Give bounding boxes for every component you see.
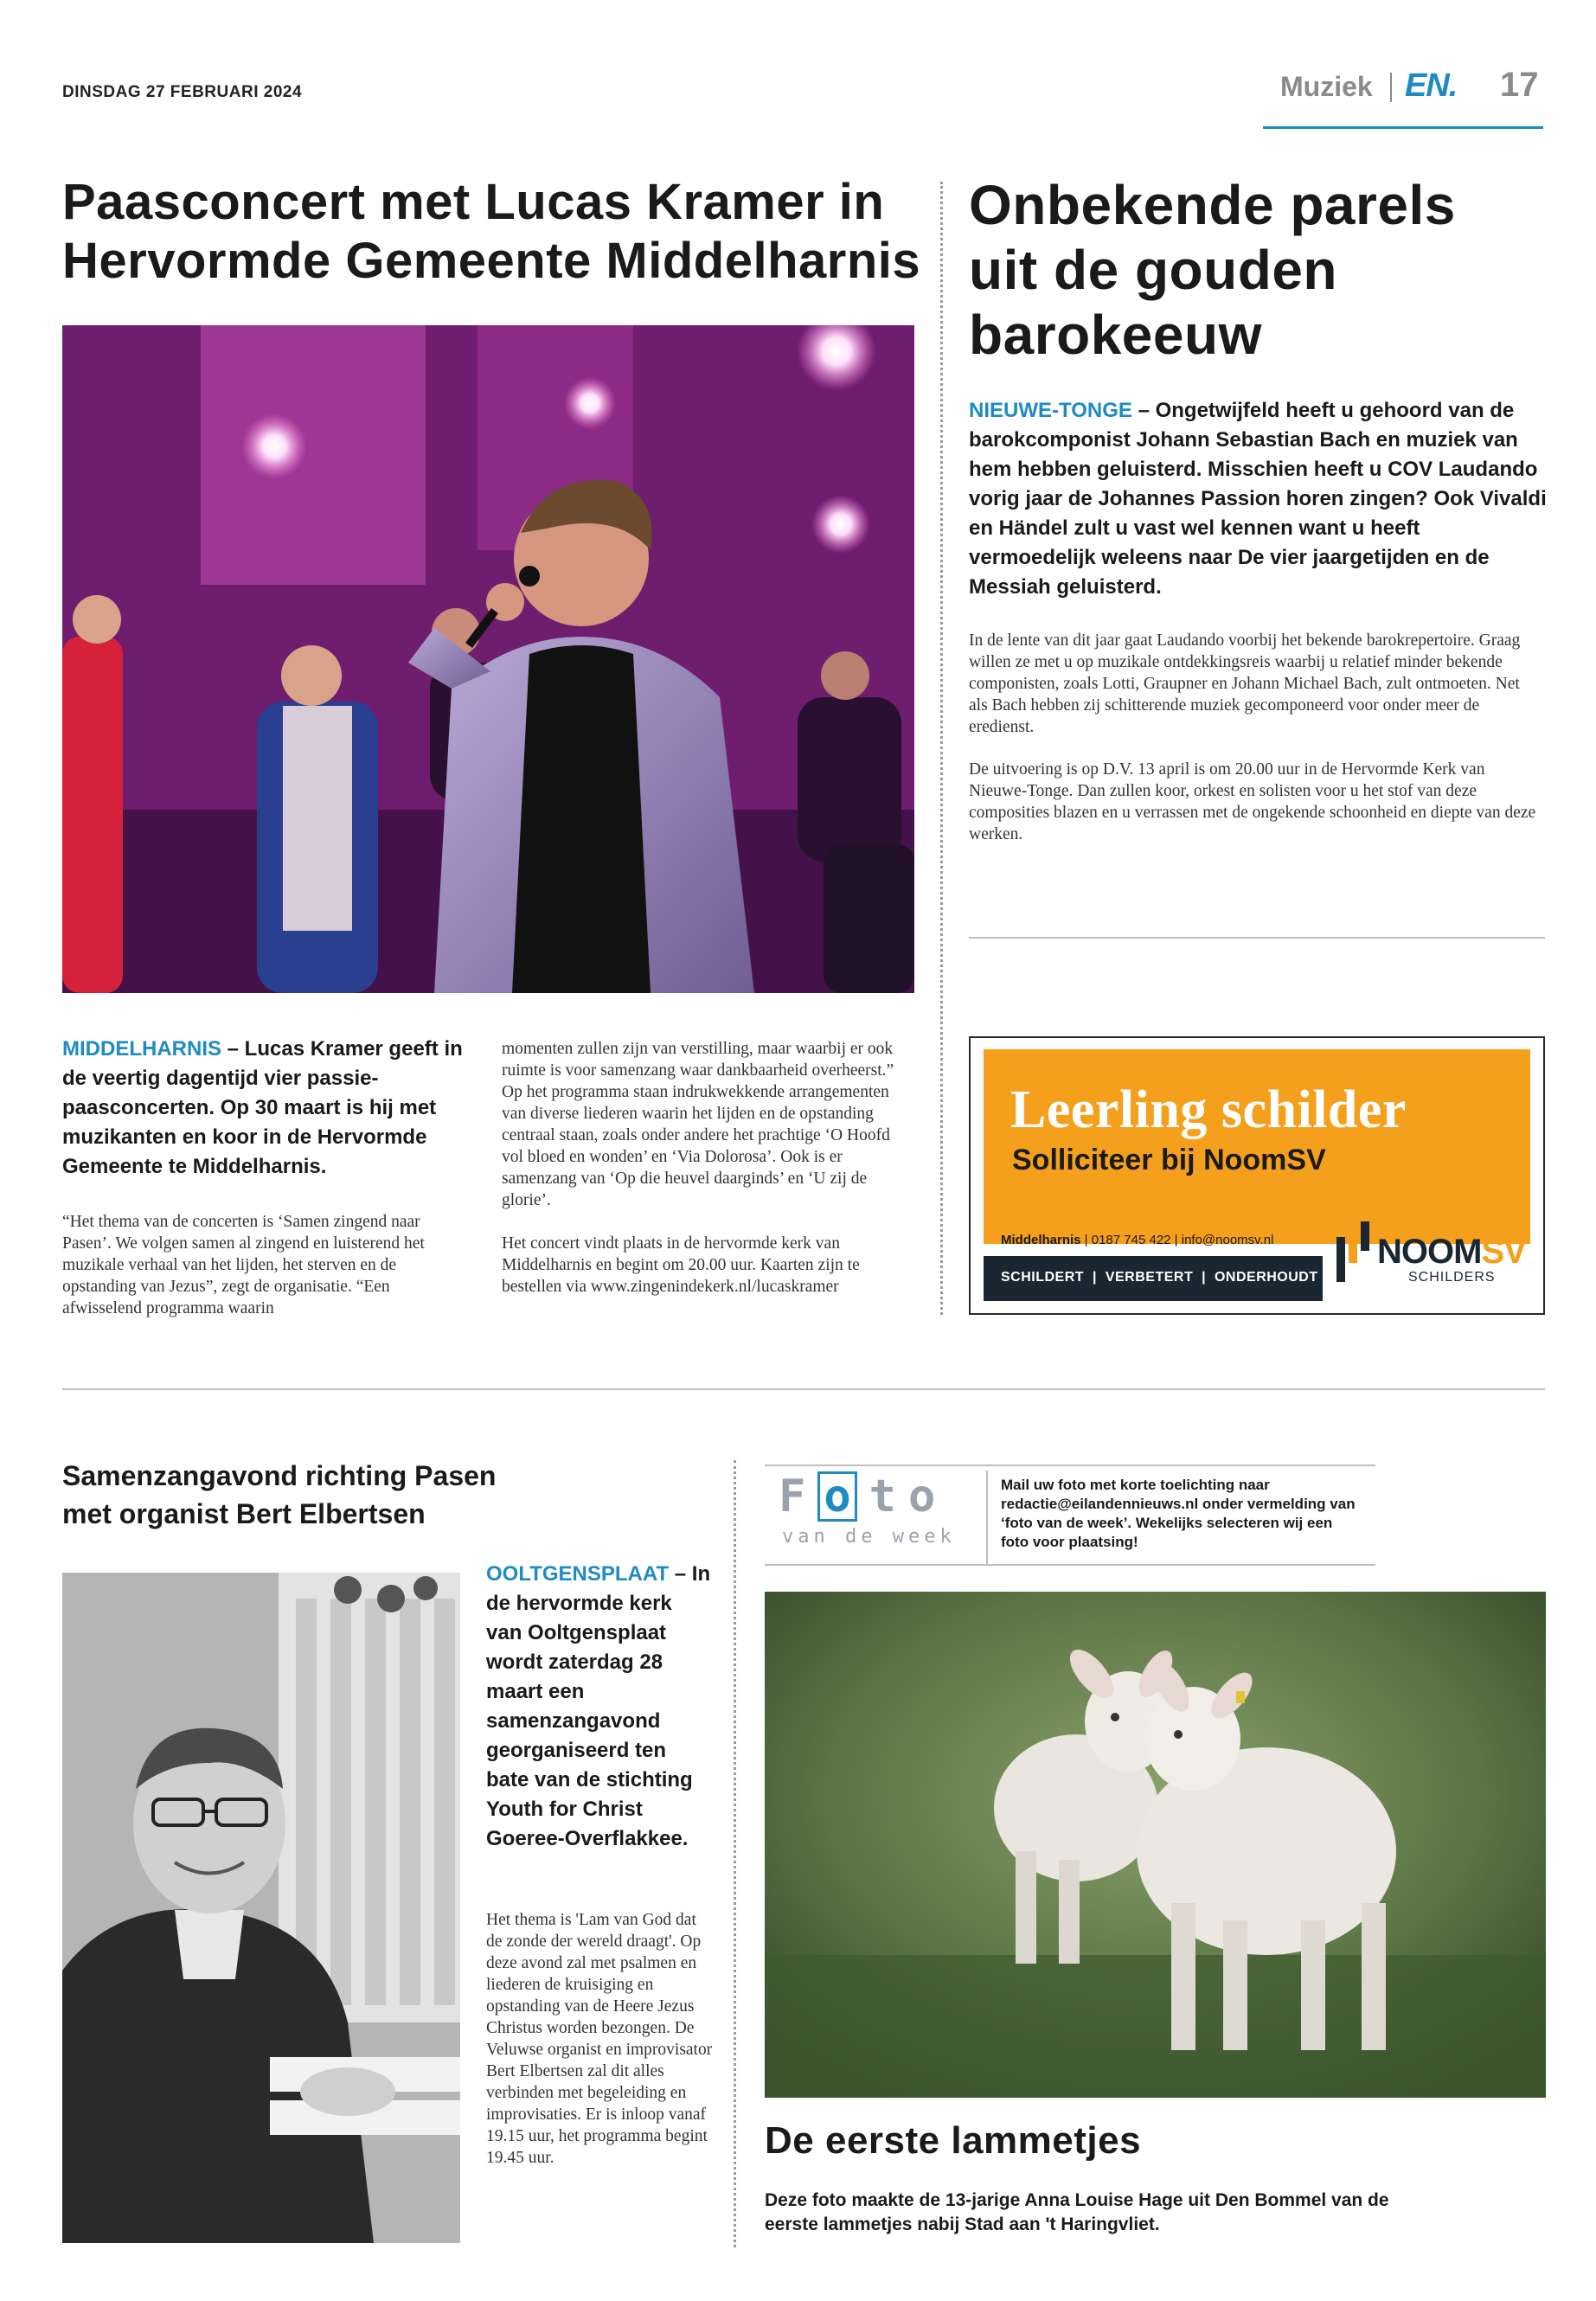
organist-photo-illustration (62, 1573, 460, 2243)
bert-headline: Samenzangavond richting Pasen met organist Bert Elbertsen (62, 1460, 497, 1529)
column-divider-bottom (734, 1460, 736, 2247)
foto-van-de-week-subtitle: van de week (782, 1526, 956, 1548)
foto-divider (986, 1471, 988, 1564)
foto-top-rule (765, 1465, 1375, 1466)
lambs-photo (765, 1592, 1546, 2098)
foto-logo-box: o (817, 1471, 856, 1522)
concert-photo-illustration (62, 325, 914, 993)
ad-title: Leerling schilder (1010, 1080, 1407, 1139)
header-separator (1390, 73, 1392, 102)
issue-date: DINSDAG 27 FEBRUARI 2024 (62, 83, 303, 101)
header-rule (1263, 126, 1543, 129)
barok-rule (969, 937, 1545, 939)
bert-body: Het thema is 'Lam van God dat de zonde der wereld draagt'. Op deze avond zal met psalmen en liederen de kruisiging en opstanding van de Heere Jezus Christus worden bezongen. De Veluwse organist en improvisator Bert Elbertsen zal dit alles verbinden met begeleiding en improvisaties. Er is inloop vanaf 19.15 uur, het programma begint 19.45 uur. (486, 1911, 713, 2167)
lambs-photo-illustration (765, 1592, 1546, 2098)
noomsv-logo-icon (1336, 1221, 1373, 1282)
section-rule (62, 1388, 1545, 1390)
bert-lead: OOLTGENSPLAAT – In de hervormde kerk van Ooltgensplaat wordt zaterdag 28 maart een samenzangavond georganiseerd ten bate van de stichting Youth for Christ Goeree-Overflakkee. (486, 1562, 711, 1850)
column-divider-top (940, 182, 943, 1315)
ad-subtitle: Solliciteer bij NoomSV (1012, 1144, 1326, 1176)
lucas-body-col1: “Het thema van de concerten is ‘Samen zingend naar Pasen’. We volgen samen al zingend en luisterend het muzikale verhaal van het lijden, het sterven en de opstanding van Jezus”, zegt de organisatie. “Een afwisselend programma waarin (62, 1213, 425, 1317)
organist-photo (62, 1573, 460, 2243)
section-label: Muziek (1280, 71, 1373, 102)
lucas-dateline: MIDDELHARNIS (62, 1037, 221, 1061)
lucas-body-col2: momenten zullen zijn van verstilling, maar waarbij er ook ruimte is voor samenzang waar dankbaarheid overheerst.” Op het programma staan indrukwekkende arrangementen van diverse liederen waarin het lijden en de opstanding centraal staan, zoals onder andere het prachtige ‘O Hoofd vol bloed en wonden’ en ‘Via Dolorosa’. Ook is er samenzang van ‘Op die heuvel daarginds’ en ‘U zij de glorie’. Het concert vindt plaats in de hervormde kerk van Middelharnis en begint om 20.00 uur. Kaarten zijn te bestellen via www.zingenindekerk.nl/lucaskramer (502, 1040, 894, 1296)
barok-body: In de lente van dit jaar gaat Laudando voorbij het bekende barokrepertoire. Graag willen ze met u op muzikale ontdekkingsreis waarbij u relatief minder bekende componisten, zoals Lotti, Graupner en Johann Michael Bach, zult ontmoeten. Net als Bach hebben zij schitterende muziek gecomponeerd voor onder meer de eredienst. De uitvoering is op D.V. 13 april is om 20.00 uur in de Hervormde Kerk van Nieuwe-Tonge. Dan zullen koor, orkest en solisten voor u het stof van deze composities blazen en u verrassen met de ongekende schoonheid en diepte van deze werken. (969, 631, 1536, 843)
barok-dateline: NIEUWE-TONGE (969, 399, 1132, 422)
noomsv-logo-text: NOOMSV (1377, 1233, 1526, 1271)
foto-submission-info: Mail uw foto met korte toelichting naar redactie@eilandennieuws.nl onder vermelding van ‘foto van de week’. Wekelijks selecteren wij een foto voor plaatsing! (1001, 1477, 1356, 1550)
page-number: 17 (1500, 66, 1539, 104)
barok-headline: Onbekende parels uit de gouden barokeeuw (969, 174, 1456, 366)
concert-photo (62, 325, 914, 993)
ad-tagline: SCHILDERT | VERBETERT | ONDERHOUDT (1001, 1270, 1318, 1285)
lambs-headline: De eerste lammetjes (765, 2119, 1142, 2162)
brand-logo: EN. (1405, 67, 1458, 104)
noomsv-logo-sub: SCHILDERS (1408, 1270, 1496, 1285)
foto-van-de-week-logo: F o to (779, 1471, 948, 1522)
ad-contact: Middelharnis | 0187 745 422 | info@noomsv.nl (1001, 1233, 1274, 1247)
barok-lead: NIEUWE-TONGE – Ongetwijfeld heeft u gehoord van de barokcomponist Johann Sebastian Bach en muziek van hem hebben geluisterd. Misschien heeft u COV Laudando vorig jaar de Johannes Passion horen zingen? Ook Vivaldi en Händel zult u vast wel kennen want u heeft vermoedelijk weleens naar De vier jaargetijden en de Messiah geluisterd. (969, 399, 1547, 599)
bert-dateline: OOLTGENSPLAAT (486, 1562, 670, 1586)
foto-bottom-rule (765, 1564, 1375, 1566)
lucas-headline: Paasconcert met Lucas Kramer in Hervormde Gemeente Middelharnis (62, 174, 921, 289)
lucas-lead: MIDDELHARNIS – Lucas Kramer geeft in de veertig dagentijd vier passie-paasconcerten. Op 30 maart is hij met muzikanten en koor in de Hervormde Gemeente te Middelharnis. (62, 1037, 463, 1178)
lambs-caption: Deze foto maakte de 13-jarige Anna Louise Hage uit Den Bommel van de eerste lammetjes nabij Stad aan 't Haringvliet. (765, 2190, 1389, 2234)
